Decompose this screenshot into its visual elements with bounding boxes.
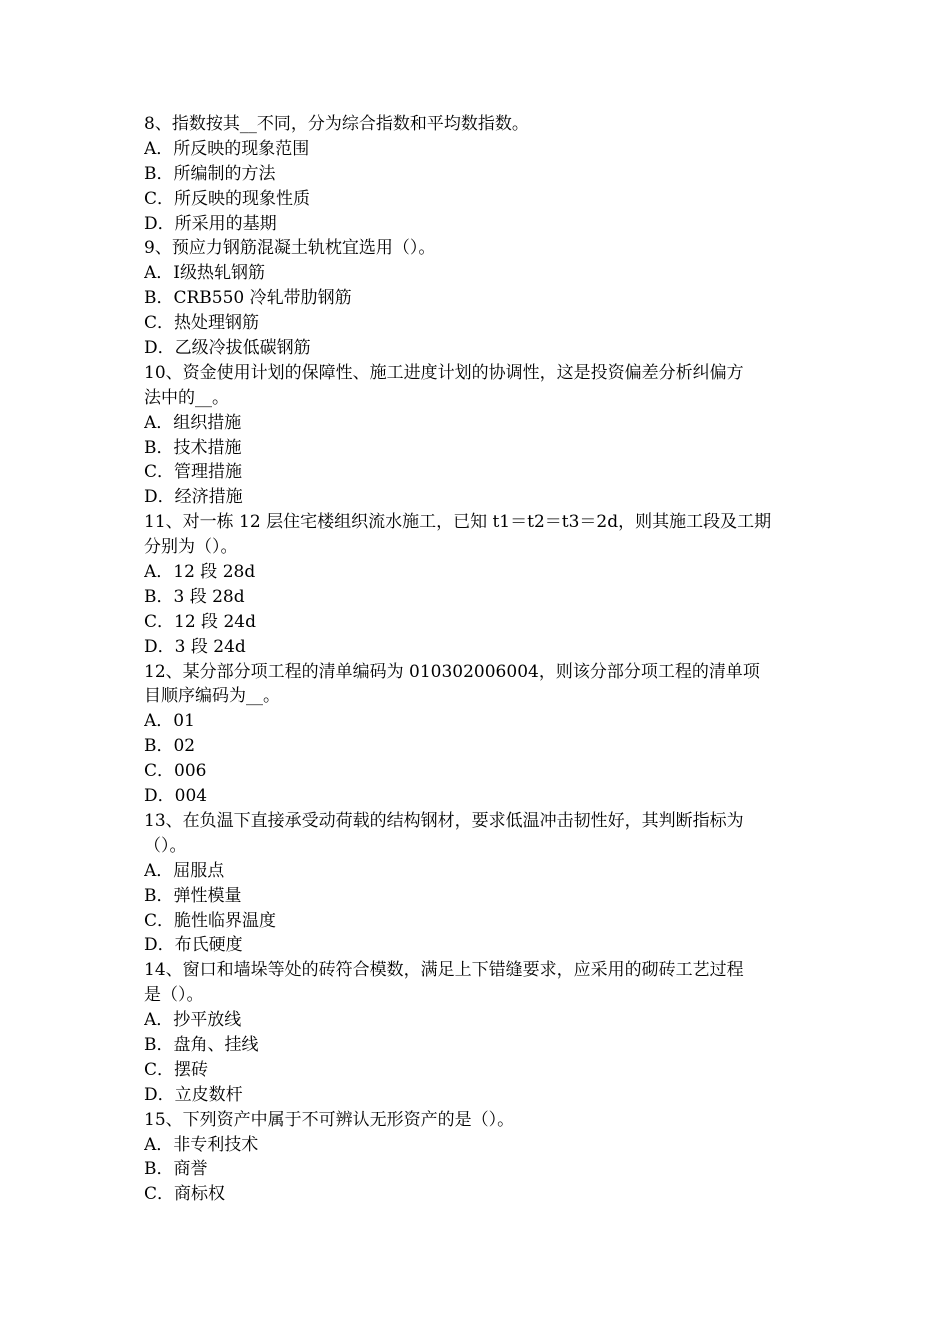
question-10-option-a: A．组织措施 [144,412,242,433]
question-11-option-c: C．12 段 24d [144,611,256,632]
question-10-option-b: B．技术措施 [144,437,242,458]
question-12-stem-line-2: 目顺序编码为__。 [144,686,280,707]
question-14-option-b: B．盘角、挂线 [144,1034,259,1055]
question-12-option-c: C．006 [144,761,207,782]
question-15-option-c: C．商标权 [144,1184,226,1205]
question-11-stem-line-2: 分别为（）。 [144,537,238,558]
question-13-option-d: D．布氏硬度 [144,935,243,956]
question-13-stem-line-2: （）。 [144,835,187,856]
question-14-stem-line-2: 是（）。 [144,985,204,1006]
question-9-option-a: A．Ⅰ级热轧钢筋 [144,263,265,284]
question-10-option-d: D．经济措施 [144,487,243,508]
document-page [144,112,814,1207]
question-8-option-d: D．所采用的基期 [144,213,277,234]
question-15-stem: 15、下列资产中属于不可辨认无形资产的是（）。 [144,1109,515,1130]
question-11-option-a: A．12 段 28d [144,562,256,583]
question-15-option-b: B．商誉 [144,1159,208,1180]
question-8-option-c: C．所反映的现象性质 [144,188,311,209]
question-13-stem-line-1: 13、在负温下直接承受动荷载的结构钢材，要求低温冲击韧性好，其判断指标为 [144,810,744,831]
question-12-stem-line-1: 12、某分部分项工程的清单编码为 010302006004，则该分部分项工程的清单项 [144,661,760,682]
question-10-stem-line-1: 10、资金使用计划的保障性、施工进度计划的协调性，这是投资偏差分析纠偏方 [144,362,744,383]
question-14-stem-line-1: 14、窗口和墙垛等处的砖符合模数，满足上下错缝要求，应采用的砌砖工艺过程 [144,960,744,981]
question-13-option-c: C．脆性临界温度 [144,910,277,931]
question-8-option-a: A．所反映的现象范围 [144,138,310,159]
question-8-stem: 8、指数按其__不同，分为综合指数和平均数指数。 [144,114,529,134]
question-12-option-a: A．01 [144,711,195,732]
question-9-stem: 9、预应力钢筋混凝土轨枕宜选用（）。 [144,238,436,259]
question-13-option-b: B．弹性模量 [144,885,242,906]
question-12-option-d: D．004 [144,786,208,807]
question-14-option-a: A．抄平放线 [144,1010,242,1031]
question-8-option-b: B．所编制的方法 [144,163,276,184]
question-9-option-b: B．CRB550 冷轧带肋钢筋 [144,288,352,309]
question-13-option-a: A．屈服点 [144,860,225,881]
question-9-option-c: C．热处理钢筋 [144,313,260,334]
question-14-option-c: C．摆砖 [144,1059,209,1080]
question-15-option-a: A．非专利技术 [144,1134,259,1155]
question-10-stem-line-2: 法中的__。 [144,387,229,408]
question-12-option-b: B．02 [144,736,196,757]
question-9-option-d: D．乙级冷拔低碳钢筋 [144,338,311,359]
question-10-option-c: C．管理措施 [144,462,243,483]
question-11-option-b: B．3 段 28d [144,586,245,607]
question-14-option-d: D．立皮数杆 [144,1084,243,1105]
question-11-option-d: D．3 段 24d [144,636,246,657]
question-11-stem-line-1: 11、对一栋 12 层住宅楼组织流水施工，已知 t1＝t2＝t3＝2d，则其施工段及工期 [144,512,772,533]
